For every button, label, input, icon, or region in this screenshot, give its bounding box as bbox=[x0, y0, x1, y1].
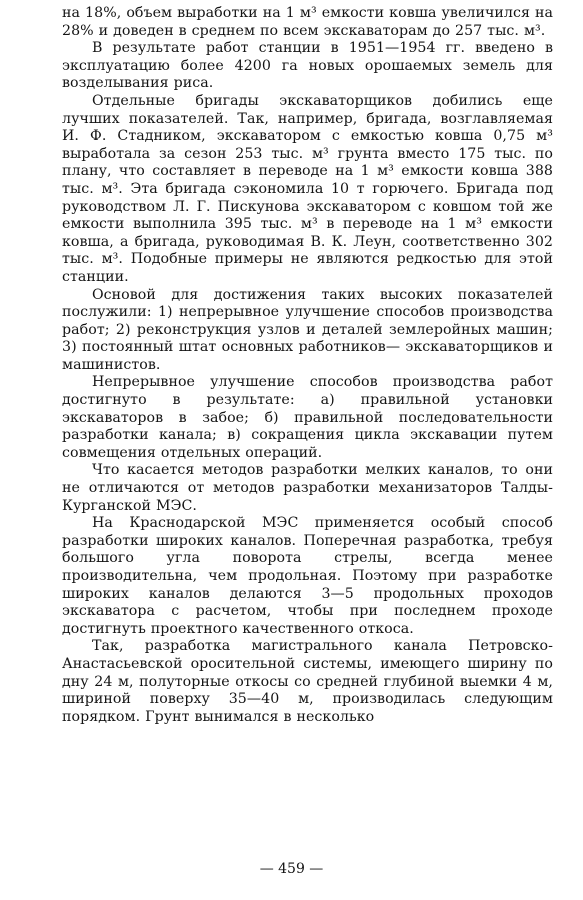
paragraph-2: В результате работ станции в 1951—1954 гг. введено в эксплуатацию более 4200 га новых орошаемых земель для возделывания риса. bbox=[62, 40, 553, 92]
paragraph-7: На Краснодарской МЭС применяется особый способ разработки широких каналов. Поперечная разработка, требуя большого угла поворота стрелы, всегда менее производительна, чем продольная. Поэтому при разработке широких каналов делаются 3—5 продольных проходов экскаватора с расчетом, чтобы при последнем проходе достигнуть проектного качественного откоса. bbox=[62, 515, 553, 637]
page-number: — 459 — bbox=[259, 861, 324, 877]
paragraph-4: Основой для достижения таких высоких показателей послужили: 1) непрерывное улучшение способов производства работ; 2) реконструкция узлов и деталей землеройных машин; 3) постоянный штат основных работников— экскаваторщиков и машинистов. bbox=[62, 286, 553, 373]
paragraph-6: Что касается методов разработки мелких каналов, то они не отличаются от методов разработки механизаторов Талды-Курганской МЭС. bbox=[62, 462, 553, 514]
paragraph-1: на 18%, объем выработки на 1 м³ емкости ковша увеличился на 28% и доведен в среднем по всем экскаваторам до 257 тыс. м³. bbox=[62, 5, 553, 39]
paragraph-8: Так, разработка магистрального канала Петровско-Анастасьевской оросительной системы, имеющего ширину по дну 24 м, полуторные откосы со средней глубиной выемки 4 м, шириной поверху 35—40 м, производилась следующим порядком. Грунт вынимался в несколько bbox=[62, 638, 553, 725]
paragraph-3: Отдельные бригады экскаваторщиков добились еще лучших показателей. Так, например, бригада, возглавляемая И. Ф. Стадником, экскаватором с емкостью ковша 0,75 м³ выработала за сезон 253 тыс. м³ грунта вместо 175 тыс. по плану, что составляет в переводе на 1 м³ емкости ковша 388 тыс. м³. Эта бригада сэкономила 10 т горючего. Бригада под руководством Л. Г. Пискунова экскаватором с ковшом той же емкости выполнила 395 тыс. м³ в переводе на 1 м³ емкости ковша, а бригада, руководимая В. К. Леун, соответственно 302 тыс. м³. Подобные примеры не являются редкостью для этой станции. bbox=[62, 92, 553, 285]
paragraph-5: Непрерывное улучшение способов производства работ достигнуто в результате: а) правильной установки экскаваторов в забое; б) правильной последовательности разработки канала; в) сокращения цикла экскавации путем совмещения отдельных операций. bbox=[62, 374, 553, 461]
